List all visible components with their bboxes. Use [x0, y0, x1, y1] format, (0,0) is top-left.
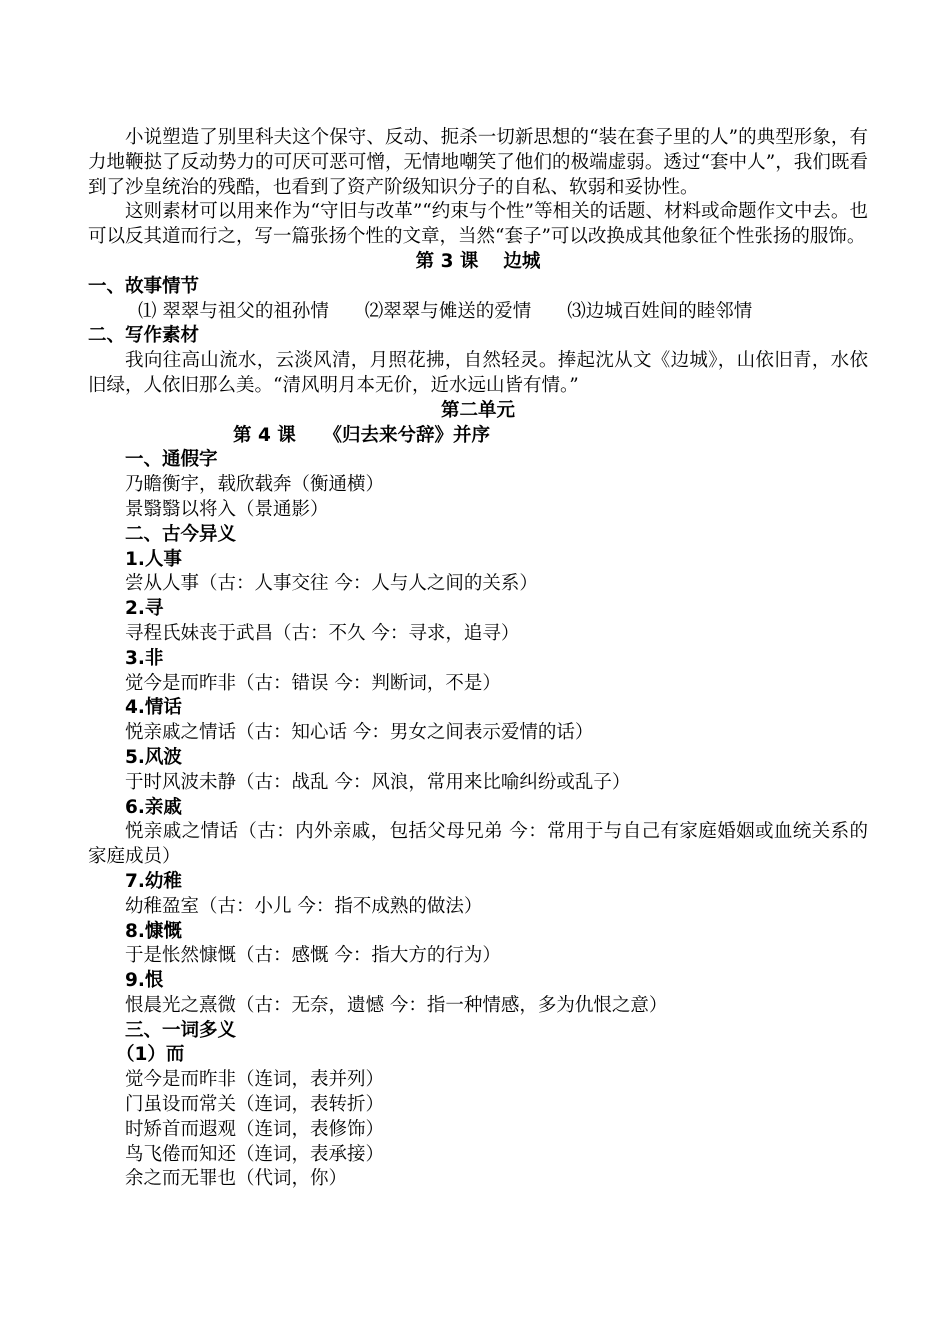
er-heading: （1）而	[116, 1044, 185, 1066]
gujin-example: 觉今是而昨非（古：错误 今：判断词，不是）	[125, 672, 501, 694]
tongjia-heading: 一、通假字	[125, 449, 218, 471]
er-item: 门虽设而常关（连词，表转折）	[125, 1094, 385, 1116]
er-item: 觉今是而昨非（连词，表并列）	[125, 1069, 385, 1091]
tongjia-item: 景翳翳以将入（景通影）	[125, 498, 329, 520]
gujin-word: 1.人事	[125, 548, 182, 570]
er-item: 余之而无罪也（代词，你）	[125, 1168, 348, 1190]
unit2-title: 第二单元	[440, 399, 515, 421]
lesson4-title: 第 4 课 《归去来兮辞》并序	[233, 424, 491, 446]
story-item: ⑵翠翠与傩送的爱情	[364, 300, 532, 322]
gujin-example: 恨晨光之熹微（古：无奈，遗憾 今：指一种情感，多为仇恨之意）	[125, 994, 668, 1016]
lesson3-writing-heading: 二、写作素材	[88, 325, 200, 347]
gujin-word: 9.恨	[125, 970, 164, 992]
story-item: ⑶边城百姓间的睦邻情	[567, 300, 753, 322]
gujin-word: 6.亲戚	[125, 796, 182, 818]
er-item: 鸟飞倦而知还（连词，表承接）	[125, 1143, 385, 1165]
gujin-example: 尝从人事（古：人事交往 今：人与人之间的关系）	[125, 573, 538, 595]
lesson3-story-items	[88, 300, 868, 325]
gujin-example: 悦亲戚之情话（古：内外亲戚，包括父母兄弟 今：常用于与自己有家庭婚姻或血统关系的家庭成员）	[88, 821, 868, 868]
intro-paragraph-1: 小说塑造了别里科夫这个保守、反动、扼杀一切新思想的“装在套子里的人”的典型形象，有力地鞭挞了反动势力的可厌可恶可憎，无情地嘲笑了他们的极端虚弱。透过“套中人”，我们既看到了沙皇统治的残酷，也看到了资产阶级知识分子的自私、软弱和妥协性。	[88, 127, 868, 198]
gujin-example: 幼稚盈室（古：小儿 今：指不成熟的做法）	[125, 895, 483, 917]
gujin-word: 8.慷慨	[125, 920, 182, 942]
lesson3-story-heading: 一、故事情节	[88, 275, 200, 297]
gujin-word: 4.情话	[125, 697, 182, 719]
document-page	[88, 126, 868, 1192]
gujin-example: 于时风波未静（古：战乱 今：风浪，常用来比喻纠纷或乱子）	[125, 771, 631, 793]
yici-heading: 三、一词多义	[125, 1019, 237, 1041]
gujin-word: 7.幼稚	[125, 870, 182, 892]
gujin-example: 悦亲戚之情话（古：知心话 今：男女之间表示爱情的话）	[125, 722, 594, 744]
gujin-word: 5.风波	[125, 746, 182, 768]
intro-paragraph-2: 这则素材可以用来作为“守旧与改革”“约束与个性”等相关的话题、材料或命题作文中去。也可以反其道而行之，写一篇张扬个性的文章，当然“套子”可以改换成其他象征个性张扬的服饰。	[88, 201, 868, 248]
gujin-example: 于是怅然慷慨（古：感慨 今：指大方的行为）	[125, 945, 501, 967]
gujin-word: 3.非	[125, 647, 164, 669]
lesson3-writing-text: 我向往高山流水，云淡风清，月照花拂，自然轻灵。捧起沈从文《边城》，山依旧青，水依旧绿，人依旧那么美。“清风明月本无价，近水远山皆有情。”	[88, 350, 868, 396]
gujin-word: 2.寻	[125, 598, 164, 620]
er-item: 时矫首而遐观（连词，表修饰）	[125, 1118, 385, 1140]
gujin-heading: 二、古今异义	[125, 523, 237, 545]
story-item: ⑴ 翠翠与祖父的祖孙情	[138, 300, 329, 322]
tongjia-item: 乃瞻衡宇，载欣载奔（衡通横）	[125, 474, 385, 496]
lesson3-title: 第 3 课 边城	[415, 250, 541, 272]
gujin-example: 寻程氏妹丧于武昌（古：不久 今：寻求，追寻）	[125, 622, 520, 644]
